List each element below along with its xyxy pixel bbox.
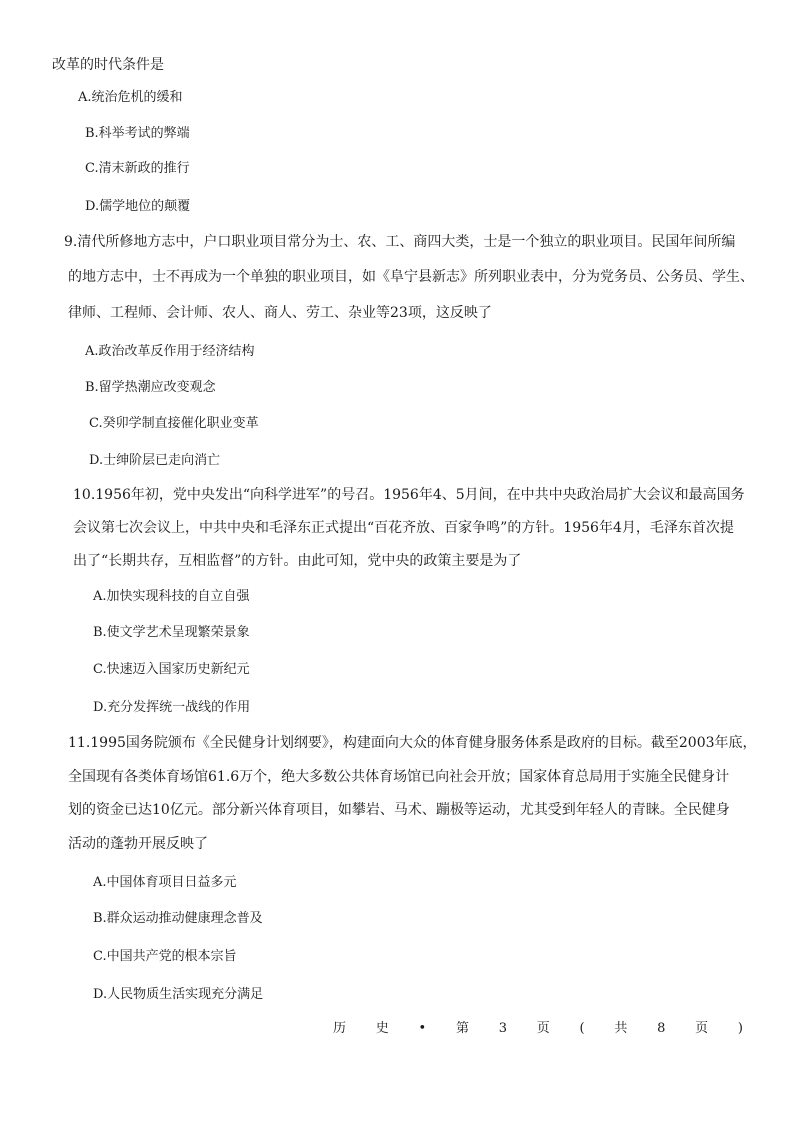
q11-option-a: A.中国体育项目日益多元 xyxy=(93,875,237,890)
q9-option-b: B.留学热潮应改变观念 xyxy=(85,380,216,395)
question-11-stem-line-2: 全国现有各类体育场馆61.6万个，绝大多数公共体育场馆已向社会开放；国家体育总局用于实施全民健身计 xyxy=(68,769,730,785)
question-9-stem-line-1: 9.清代所修地方志中，户口职业项目常分为士、农、工、商四大类，士是一个独立的职业项目。民国年间所编 xyxy=(64,234,736,250)
footer-char: 页 xyxy=(695,1021,709,1036)
q8-option-b: B.科举考试的弊端 xyxy=(85,126,190,141)
q11-option-c: C.中国共产党的根本宗旨 xyxy=(93,949,237,964)
q8-option-c: C.清末新政的推行 xyxy=(85,161,190,176)
q11-option-d: D.人民物质生活实现充分满足 xyxy=(93,987,264,1002)
q8-option-a: A.统治危机的缓和 xyxy=(78,90,183,105)
footer-char: 页 xyxy=(536,1021,550,1036)
question-11-stem-line-3: 划的资金已达10亿元。部分新兴体育项目，如攀岩、马术、蹦极等运动，尤其受到年轻人的青睐。全民健身 xyxy=(68,802,730,818)
footer-char: • xyxy=(418,1021,427,1036)
q10-option-a: A.加快实现科技的自立自强 xyxy=(93,589,250,604)
question-8-stem-tail: 改革的时代条件是 xyxy=(52,57,164,73)
q10-option-d: D.充分发挥统一战线的作用 xyxy=(93,700,251,715)
q10-option-b: B.使文学艺术呈现繁荣景象 xyxy=(93,625,250,640)
footer-char: ( xyxy=(579,1021,585,1036)
footer-page-number: 3 xyxy=(498,1021,507,1036)
q10-option-c: C.快速迈入国家历史新纪元 xyxy=(93,662,250,677)
q9-option-d: D.士绅阶层已走向消亡 xyxy=(89,453,221,468)
question-10-stem-line-2: 会议第七次会议上，中共中央和毛泽东正式提出“百花齐放、百家争鸣”的方针。1956年4月，毛泽东首次提 xyxy=(73,520,734,536)
question-9-stem-line-3: 律师、工程师、会计师、农人、商人、劳工、杂业等23项，这反映了 xyxy=(68,305,492,321)
page-footer xyxy=(333,1020,743,1038)
question-10-stem-line-1: 10.1956年初，党中央发出“向科学进军”的号召。1956年4、5月间，在中共中央政治局扩大会议和最高国务 xyxy=(73,487,745,503)
q9-option-a: A.政治改革反作用于经济结构 xyxy=(85,344,255,359)
footer-char: 历 xyxy=(333,1021,347,1036)
footer-char: 史 xyxy=(375,1021,389,1036)
footer-char: ) xyxy=(737,1021,743,1036)
question-11-stem-line-1: 11.1995国务院颁布《全民健身计划纲要》，构建面向大众的体育健身服务体系是政府的目标。截至2003年底， xyxy=(68,735,757,751)
footer-char: 第 xyxy=(455,1021,469,1036)
q8-option-d: D.儒学地位的颠覆 xyxy=(85,199,191,214)
question-11-stem-line-4: 活动的蓬勃开展反映了 xyxy=(68,836,208,852)
question-10-stem-line-3: 出了“长期共存，互相监督”的方针。由此可知，党中央的政策主要是为了 xyxy=(73,553,522,569)
q9-option-c: C.癸卯学制直接催化职业变革 xyxy=(89,416,259,431)
q11-option-b: B.群众运动推动健康理念普及 xyxy=(93,911,263,926)
footer-total-pages: 8 xyxy=(657,1021,666,1036)
footer-char: 共 xyxy=(614,1021,628,1036)
question-9-stem-line-2: 的地方志中，士不再成为一个单独的职业项目，如《阜宁县新志》所列职业表中，分为党务员、公务员、学生、 xyxy=(68,269,754,285)
